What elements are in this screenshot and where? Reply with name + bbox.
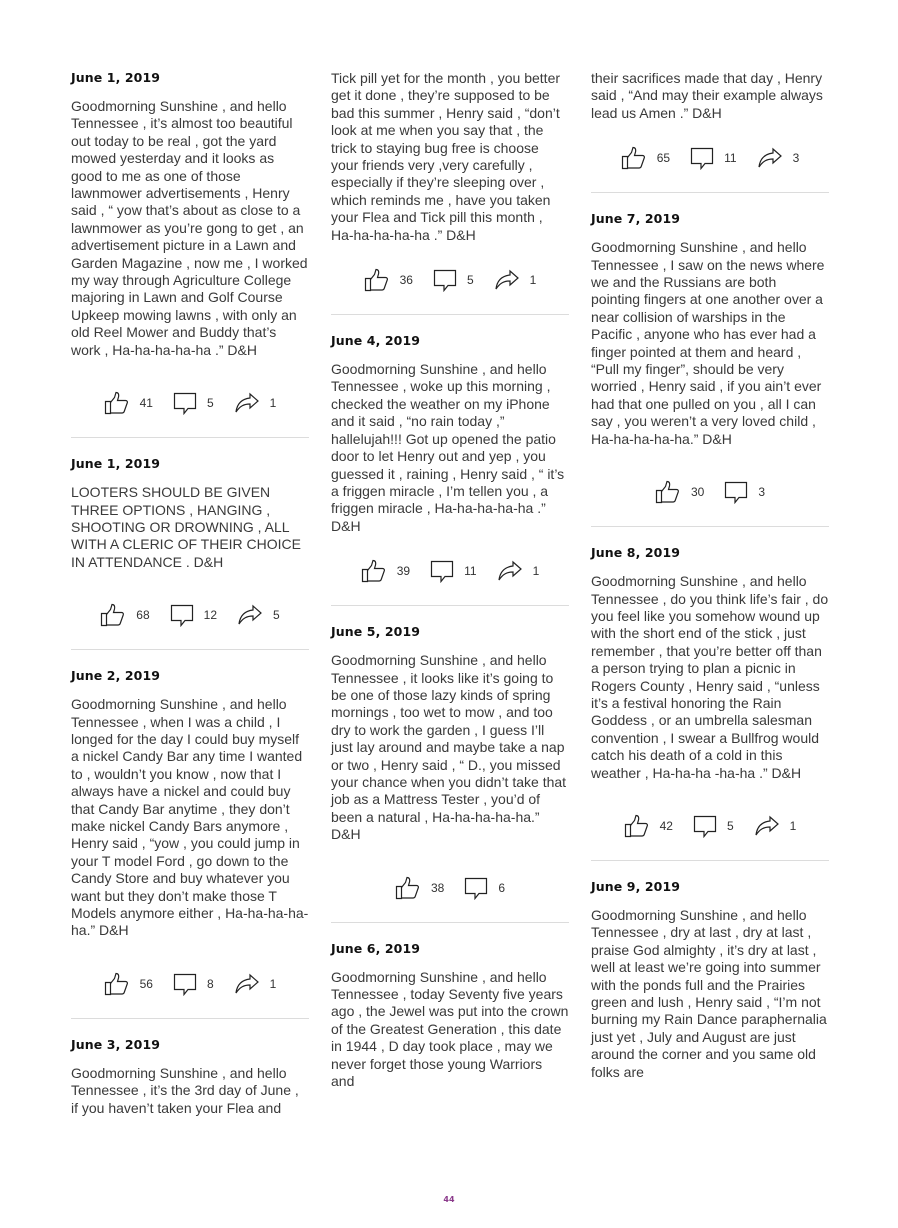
post	[591, 211, 829, 527]
post	[331, 941, 569, 1091]
comment-count: 5	[206, 396, 214, 411]
post	[591, 70, 829, 193]
post-actions	[591, 146, 829, 193]
post-date: June 7, 2019	[591, 211, 681, 227]
like-count: 65	[656, 151, 671, 166]
thumbs-up-icon	[104, 972, 130, 996]
share-icon	[234, 392, 260, 414]
share-button[interactable]	[757, 147, 800, 169]
comment-count: 12	[203, 608, 218, 623]
like-count: 38	[430, 880, 445, 895]
comment-button[interactable]	[430, 559, 476, 583]
post-body: LOOTERS SHOULD BE GIVEN THREE OPTIONS , HANGING , SHOOTING OR DROWNING , ALL WITH A CLERIC OF THEIR CHOICE IN ATTENDANCE . D&H	[71, 484, 301, 570]
page-number: 44	[443, 1195, 455, 1204]
comment-count: 8	[206, 976, 214, 991]
comment-count: 11	[724, 151, 737, 166]
post-actions	[71, 391, 309, 438]
post-body: Goodmorning Sunshine , and hello Tennessee , it looks like it’s going to be one of those lazy kinds of spring mornings , too wet to mow , and too dry to work the garden , I guess I’ll just lay around and maybe take a nap or two , Henry said , “ D., you missed your chance when you didn’t take that job as a Mattress Tester , you’d of been a natural , Ha-ha-ha-ha-ha.” D&H	[331, 652, 567, 843]
post-date: June 4, 2019	[331, 333, 421, 349]
comment-icon	[173, 391, 197, 415]
post	[71, 1037, 309, 1117]
post-date: June 5, 2019	[331, 624, 421, 640]
post-body: Goodmorning Sunshine , and hello Tennessee , do you think life’s fair , do you feel like you somehow wound up with the short end of the stick , just remember , that you’re better off than a person trying to plan a picnic in Rogers County , Henry said , “unless it’s a festival honoring the Rain Goddess , or an umbrella salesman convention , I swear a Bullfrog would catch his death of a cold in this weather , Ha-ha-ha -ha-ha .” D&H	[591, 573, 829, 781]
comment-icon	[170, 603, 194, 627]
comment-button[interactable]	[690, 146, 736, 170]
post-actions	[71, 972, 309, 1019]
thumbs-up-icon	[624, 814, 650, 838]
thumbs-up-icon	[100, 603, 126, 627]
comment-icon	[173, 972, 197, 996]
like-button[interactable]	[621, 146, 670, 170]
share-icon	[754, 815, 780, 837]
comment-button[interactable]	[693, 814, 734, 838]
like-count: 56	[139, 976, 153, 991]
share-icon	[497, 560, 523, 582]
share-icon	[237, 604, 263, 626]
share-count: 1	[269, 976, 277, 991]
post-actions	[331, 268, 569, 315]
share-count: 1	[532, 564, 540, 579]
share-count: 3	[792, 151, 800, 166]
comment-count: 5	[726, 818, 734, 833]
share-button[interactable]	[497, 560, 540, 582]
thumbs-up-icon	[395, 876, 421, 900]
thumbs-up-icon	[361, 559, 387, 583]
share-button[interactable]	[234, 392, 277, 414]
share-icon	[494, 269, 520, 291]
comment-button[interactable]	[433, 268, 474, 292]
share-count: 1	[529, 273, 537, 288]
post-body: Goodmorning Sunshine , and hello Tennessee , dry at last , dry at last , praise God almighty , it’s dry at last , well at least we’re going into summer with the ponds full and the Prairies green and lush , Henry said , “I’m not burning my Rain Dance paraphernalia just yet , July and August are just around the corner and you same old folks are	[591, 906, 827, 1080]
share-button[interactable]	[234, 973, 277, 995]
post-actions	[331, 559, 569, 606]
like-count: 42	[659, 818, 673, 833]
like-button[interactable]	[624, 814, 673, 838]
thumbs-up-icon	[621, 146, 647, 170]
comment-button[interactable]	[173, 972, 214, 996]
post-date: June 1, 2019	[71, 70, 161, 85]
post-body: Goodmorning Sunshine , and hello Tennessee , it’s the 3rd day of June , if you haven’t taken your Flea and	[71, 1064, 299, 1116]
share-icon	[757, 147, 783, 169]
comment-count: 11	[464, 564, 477, 579]
comment-button[interactable]	[173, 391, 214, 415]
like-button[interactable]	[364, 268, 413, 292]
share-count: 1	[269, 396, 277, 411]
comment-button[interactable]	[464, 876, 505, 900]
post-body: Tick pill yet for the month , you better get it done , they’re supposed to be bad this summer , Henry said , “don’t look at me when you say that , the trick to staying bug free is choose your friends very ,very carefully , especially if they’re sleeping over , which reminds me , have you taken your Flea and Tick pill this month , Ha-ha-ha-ha-ha .” D&H	[331, 70, 561, 243]
like-count: 36	[399, 273, 413, 288]
comment-icon	[433, 268, 457, 292]
post-body: their sacrifices made that day , Henry said , “And may their example always lead us Amen .” D&H	[591, 70, 823, 121]
comment-icon	[464, 876, 488, 900]
column-1	[71, 70, 309, 1135]
post-body: Goodmorning Sunshine , and hello Tennessee , today Seventy five years ago , the Jewel was put into the crown of the Greatest Generation , this date in 1944 , D day took place , may we never forget those young Warriors and	[331, 968, 569, 1090]
post	[591, 545, 829, 861]
post	[331, 624, 569, 922]
post	[331, 70, 569, 315]
post-body: Goodmorning Sunshine , and hello Tennessee , it’s almost too beautiful out today to be real , got the yard mowed yesterday and it looks as good to me as one of those lawnmower advertisements , Henry said , “ yow that’s about as close to a lawnmower as you’re gong to get , an advertisement picture in a Lawn and Garden Magazine , now me , I worked my way through Agriculture College majoring in Lawn and Golf Course Upkeep mowing lawns , with only an old Reel Mower and Buddy that’s work , Ha-ha-ha-ha-ha .” D&H	[71, 98, 308, 358]
like-button[interactable]	[104, 972, 153, 996]
comment-button[interactable]	[724, 480, 765, 504]
comment-icon	[724, 480, 748, 504]
post	[71, 70, 309, 438]
comment-count: 3	[758, 485, 766, 500]
post-date: June 6, 2019	[331, 940, 421, 956]
column-2	[331, 70, 569, 1108]
like-button[interactable]	[395, 876, 444, 900]
thumbs-up-icon	[655, 480, 681, 504]
post-body: Goodmorning Sunshine , and hello Tennessee , I saw on the news where we and the Russians are both pointing fingers at one another over a near collision of warships in the Pacific , anyone who has ever had a finger pointed at them and heard , “Pull my finger”, should be very worried , Henry said , if you ain’t ever had that one pulled on you , all I can say , you weren’t a very loved child , Ha-ha-ha-ha-ha.” D&H	[591, 239, 825, 447]
like-count: 30	[690, 485, 705, 500]
post	[331, 333, 569, 606]
like-count: 39	[396, 564, 411, 579]
post-actions	[591, 480, 829, 527]
comment-count: 6	[498, 880, 506, 895]
post	[591, 879, 829, 1081]
share-icon	[234, 973, 260, 995]
thumbs-up-icon	[104, 391, 130, 415]
post-date: June 2, 2019	[71, 668, 161, 684]
post-date: June 9, 2019	[591, 878, 681, 894]
like-count: 68	[136, 608, 150, 623]
post-actions	[71, 603, 309, 650]
like-button[interactable]	[655, 480, 704, 504]
like-button[interactable]	[104, 391, 153, 415]
post	[71, 456, 309, 650]
share-count: 1	[789, 818, 797, 833]
like-button[interactable]	[361, 559, 410, 583]
post-date: June 1, 2019	[71, 456, 161, 472]
comment-icon	[693, 814, 717, 838]
comment-icon	[690, 146, 714, 170]
like-button[interactable]	[100, 603, 149, 627]
post-actions	[331, 876, 569, 923]
share-button[interactable]	[494, 269, 537, 291]
post-actions	[591, 814, 829, 861]
comment-button[interactable]	[170, 603, 217, 627]
post-date: June 8, 2019	[591, 545, 681, 561]
column-3	[591, 70, 829, 1099]
thumbs-up-icon	[364, 268, 390, 292]
like-count: 41	[139, 396, 153, 411]
comment-count: 5	[466, 273, 474, 288]
share-button[interactable]	[754, 815, 797, 837]
post-body: Goodmorning Sunshine , and hello Tennessee , when I was a child , I longed for the day I could buy myself a nickel Candy Bar any time I wanted to , wouldn’t you know , now that I always have a nickel and could buy that Candy Bar anytime , they don’t make nickel Candy Bars anymore , Henry said , “yow , you could jump in your T model Ford , go down to the Candy Store and buy whatever you want but they don’t make those T Models anymore either , Ha-ha-ha-ha-ha.” D&H	[71, 696, 309, 939]
comment-icon	[430, 559, 454, 583]
share-count: 5	[273, 608, 280, 623]
post	[71, 668, 309, 1019]
share-button[interactable]	[237, 604, 280, 626]
post-date: June 3, 2019	[71, 1036, 161, 1052]
post-body: Goodmorning Sunshine , and hello Tennessee , woke up this morning , checked the weather on my iPhone and it said , “no rain today ,” hallelujah!!! Got up opened the patio door to let Henry out and yep , you guessed it , raining , Henry said , “ it’s a friggen miracle , I’m tellen you , a friggen miracle , Ha-ha-ha-ha-ha .” D&H	[331, 361, 565, 534]
